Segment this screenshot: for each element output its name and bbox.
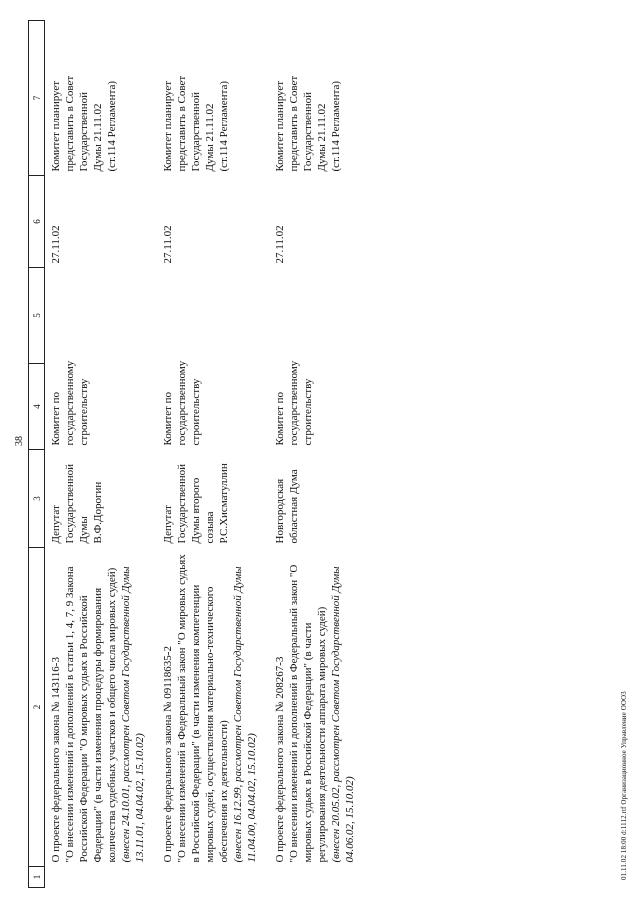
column-5-cell <box>45 268 148 364</box>
column-header-7: 7 <box>29 21 45 176</box>
plan-line: Государственной <box>302 91 314 172</box>
footer-meta: 01.11.02 18:00 d:1112.rtf Организационное Управление ООО3 <box>620 691 628 880</box>
column-header-1: 1 <box>29 867 45 888</box>
subject-line: Государственной <box>64 463 76 544</box>
committee-line: Комитет по <box>50 391 62 446</box>
plan-line: (ст.114 Регламента) <box>330 80 342 172</box>
column-5-cell <box>157 268 259 364</box>
committee-cell <box>157 360 259 450</box>
committee-line: Комитет по <box>274 391 286 446</box>
subject-cell <box>45 450 148 548</box>
plan-line: Государственной <box>78 91 90 172</box>
row-number-cell <box>269 867 357 888</box>
plan-line: Комитет планирует <box>50 80 62 172</box>
committee-line: строительству <box>78 378 90 446</box>
bill-cell <box>269 548 357 867</box>
bill-cell <box>45 548 148 867</box>
bill-note: (внесен 24.10.01, рассмотрен Советом Государственной Думы 13.11.01, 04.04.02, 15.10.02) <box>120 566 146 863</box>
subject-line: областная Дума <box>288 469 300 544</box>
committee-line: строительству <box>302 378 314 446</box>
subject-line: Думы второго созыва <box>190 477 216 544</box>
table-header-row <box>29 21 45 888</box>
plan-line: Думы 21.11.02 <box>316 103 328 172</box>
subject-line: В.Ф.Дорогин <box>92 481 104 544</box>
plan-line: Государственной <box>190 91 202 172</box>
plan-line: представить в Совет <box>288 75 300 172</box>
bill-title: О проекте федерального закона № 09118635-2 <box>162 646 174 863</box>
plan-line: Комитет планирует <box>274 80 286 172</box>
bill-text: "О внесении изменений и дополнений в Федеральный закон "О мировых судьях в Российской Федерации" (в части регулирования деятельности аппарата мировых судей) <box>288 564 328 863</box>
committee-line: государственному <box>288 360 300 446</box>
plan-line: (ст.114 Регламента) <box>218 80 230 172</box>
row-number-cell <box>45 867 148 888</box>
subject-line: Депутат <box>162 505 174 544</box>
committee-line: Комитет по <box>162 391 174 446</box>
table-row <box>269 21 357 888</box>
subject-cell <box>157 450 259 548</box>
plan-cell <box>269 21 357 176</box>
bill-note: (внесен 16.12.99, рассмотрен Советом Государственной Думы 11.04.00, 04.04.02, 15.10.02) <box>232 566 258 863</box>
document-table-container <box>28 28 598 888</box>
plan-line: представить в Совет <box>64 75 76 172</box>
column-header-3: 3 <box>29 450 45 548</box>
date-cell: 27.11.02 <box>274 225 286 264</box>
bill-cell <box>157 548 259 867</box>
page-number: 38 <box>14 436 25 446</box>
table-row <box>45 21 148 888</box>
column-header-6: 6 <box>29 176 45 268</box>
subject-line: Новгородская <box>274 478 286 544</box>
committee-line: государственному <box>64 360 76 446</box>
committee-line: строительству <box>190 378 202 446</box>
date-cell: 27.11.02 <box>162 225 174 264</box>
date-cell: 27.11.02 <box>50 225 62 264</box>
subject-line: Депутат <box>50 505 62 544</box>
table-row <box>157 21 259 888</box>
column-header-2: 2 <box>29 548 45 867</box>
subject-line: Думы <box>78 516 90 544</box>
bill-title: О проекте федерального закона № 143116-3 <box>50 657 62 863</box>
plan-cell <box>45 21 148 176</box>
column-5-cell <box>269 268 357 364</box>
committee-cell <box>45 360 148 450</box>
plan-line: Думы 21.11.02 <box>92 103 104 172</box>
bill-text: "О внесении изменений и дополнений в статьи 1, 4, 7, 9 Закона Российской Федерации "О мировых судьях в Российской Федерации" (в части изменения процедуры формирования количества судебных участков и общего числа мировых судей) <box>64 566 118 863</box>
row-number-cell <box>157 867 259 888</box>
subject-line: Р.С.Хисматуллин <box>218 463 230 544</box>
bill-note: (внесен 20.05.02, рассмотрен Советом Государственной Думы 04.06.02, 15.10.02) <box>330 566 356 863</box>
bill-text: "О внесении изменений в Федеральный закон "О мировых судьях в Российской Федерации" (в части изменения компетенции мировых судей, осуществления материально-технического обеспечения их деятельности) <box>176 554 230 863</box>
plan-line: Комитет планирует <box>162 80 174 172</box>
bill-title: О проекте федерального закона № 208267-3 <box>274 656 286 863</box>
committee-line: государственному <box>176 360 188 446</box>
column-header-4: 4 <box>29 364 45 450</box>
bills-table <box>28 20 357 888</box>
subject-cell <box>269 450 357 548</box>
plan-cell <box>157 21 259 176</box>
committee-cell <box>269 360 357 450</box>
plan-line: (ст.114 Регламента) <box>106 80 118 172</box>
plan-line: представить в Совет <box>176 75 188 172</box>
plan-line: Думы 21.11.02 <box>204 103 216 172</box>
subject-line: Государственной <box>176 463 188 544</box>
column-header-5: 5 <box>29 268 45 364</box>
